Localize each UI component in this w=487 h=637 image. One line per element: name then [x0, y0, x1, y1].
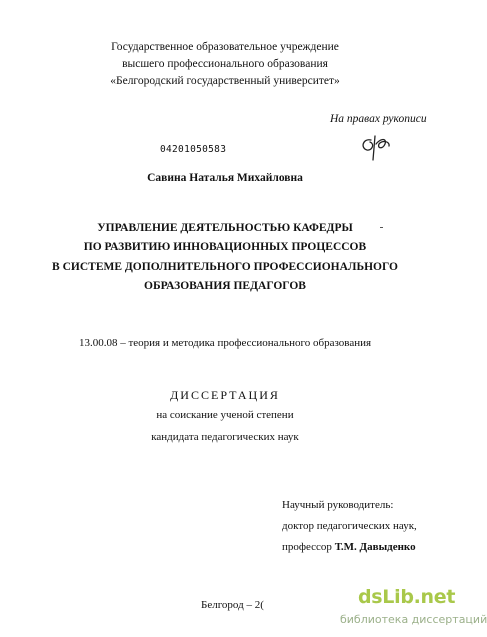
registration-code: 04201050583	[160, 144, 227, 155]
city-and-year: Белгород – 2(	[201, 599, 264, 611]
scan-speck	[380, 227, 383, 228]
watermark-subtitle: библиотека диссертаций	[340, 613, 487, 626]
supervisor-degree: доктор педагогических наук,	[282, 520, 417, 532]
signature-image	[357, 130, 395, 164]
institution-line-1: Государственное образовательное учреждение	[111, 41, 339, 53]
supervisor-name: Т.М. Давыденко	[334, 541, 416, 553]
thesis-title-line-3: В СИСТЕМЕ ДОПОЛНИТЕЛЬНОГО ПРОФЕССИОНАЛЬНОГО	[52, 261, 398, 273]
degree-line-1: на соискание ученой степени	[156, 409, 294, 421]
document-type: ДИССЕРТАЦИЯ	[170, 388, 280, 402]
watermark-logo: dsLib.net	[358, 586, 456, 608]
thesis-title-line-2: ПО РАЗВИТИЮ ИННОВАЦИОННЫХ ПРОЦЕССОВ	[83, 241, 367, 253]
institution-line-3: «Белгородский государственный университет»	[110, 75, 340, 87]
thesis-title-line-4: ОБРАЗОВАНИЯ ПЕДАГОГОВ	[144, 280, 306, 292]
dslib-watermark	[340, 586, 487, 637]
institution-line-2: высшего профессионального образования	[122, 58, 328, 70]
supervisor-name-line	[282, 537, 416, 558]
thesis-title-line-1: УПРАВЛЕНИЕ ДЕЯТЕЛЬНОСТЬЮ КАФЕДРЫ	[97, 222, 353, 234]
manuscript-rights-note: На правах рукописи	[330, 113, 427, 125]
supervisor-title: профессор	[282, 541, 332, 553]
degree-line-2: кандидата педагогических наук	[151, 431, 299, 443]
specialty-code: 13.00.08 – теория и методика профессионального образования	[78, 337, 372, 349]
author-name: Савина Наталья Михайловна	[147, 172, 303, 184]
supervisor-label: Научный руководитель:	[282, 499, 394, 511]
